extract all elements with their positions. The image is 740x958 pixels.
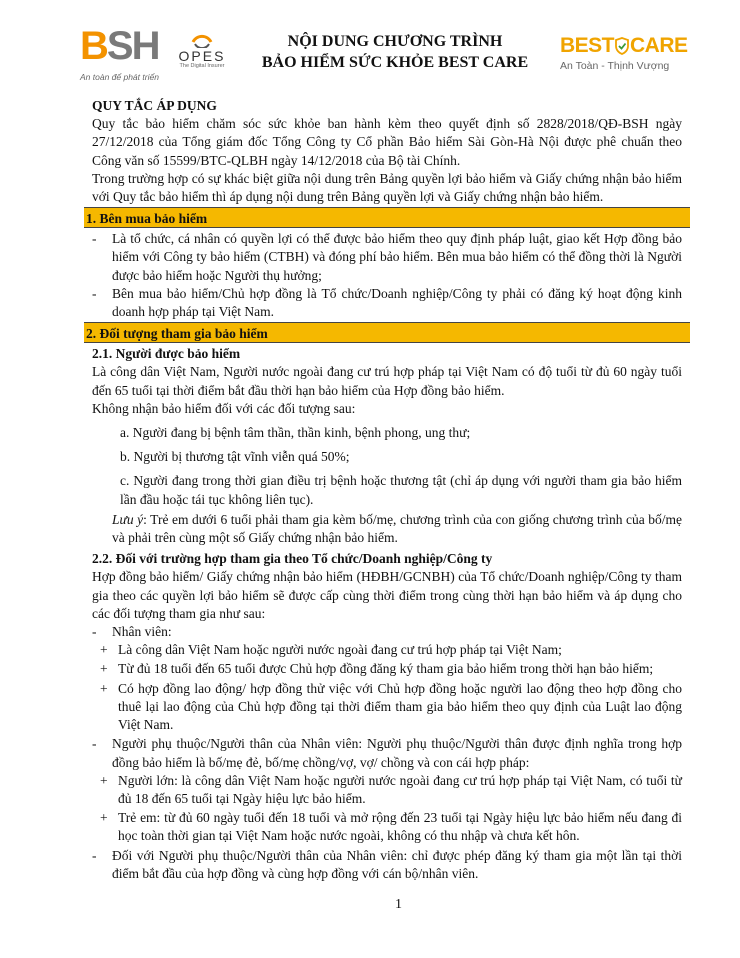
subsection-2-1-heading: 2.1. Người được bảo hiểm (92, 346, 241, 362)
bsh-tagline: An toàn để phát triển (80, 72, 159, 82)
exclusion-item: b. Người bị thương tật vĩnh viễn quá 50%; (120, 449, 350, 465)
page-number: 1 (395, 897, 402, 912)
list-item: - Bên mua bảo hiểm/Chủ hợp đồng là Tổ chức/Doanh nghiệp/Công ty phải có đăng ký hoạt động kinh doanh hợp pháp tại Việt Nam. (92, 285, 682, 320)
list-item: + Người lớn: là công dân Việt Nam hoặc người nước ngoài đang cư trú hợp pháp tại Việt Nam, có tuổi từ đủ 18 đến 65 tuổi tại Ngày hiệu lực bảo hiểm. (100, 772, 682, 806)
list-item: - Là tổ chức, cá nhân có quyền lợi có thể được bảo hiểm theo quy định pháp luật, giao kết Hợp đồng bảo hiểm với Công ty bảo hiểm (CTBH) và đóng phí bảo hiểm. Bên mua bảo hiểm có thể đồng thời là Người được bảo hiểm hoặc Người thụ hưởng; (92, 231, 682, 283)
exclusion-intro: Không nhận bảo hiểm đối với các đối tượng sau: (92, 400, 356, 416)
bsh-logo-sh: SH (106, 24, 159, 68)
section-1-heading: 1. Bên mua bảo hiểm (84, 207, 690, 228)
document-title (250, 31, 540, 73)
list-item: + Là công dân Việt Nam hoặc người nước ngoài đang cư trú hợp pháp tại Việt Nam; (100, 642, 562, 658)
exclusion-item: a. Người đang bị bệnh tâm thần, thần kinh, bệnh phong, ung thư; (120, 425, 471, 441)
section-2-heading: 2. Đối tượng tham gia bảo hiểm (84, 322, 690, 343)
dependent-registration-rule: - Đối với Người phụ thuộc/Người thân của Nhân viên: chỉ được phép đăng ký tham gia một lần tại thời điểm bắt đầu của hợp đồng và cùng hợp đồng với cán bộ/nhân viên. (92, 847, 682, 881)
subsection-2-2-heading: 2.2. Đối với trường hợp tham gia theo Tổ chức/Doanh nghiệp/Công ty (92, 551, 493, 567)
employee-heading: - Nhân viên: (92, 624, 172, 640)
bestcare-best: BEST (560, 34, 615, 57)
note-label: Lưu ý (112, 511, 144, 527)
bestcare-slogan: An Toàn - Thịnh Vượng (560, 60, 670, 72)
note (92, 511, 682, 547)
list-item: + Trẻ em: từ đủ 60 ngày tuổi đến 18 tuổi và mở rộng đến 23 tuổi tại Ngày hiệu lực bảo hiểm nếu đang đi học toàn thời gian tại Việt Nam hoặc nước ngoài, không có thu nhập và chưa kết hôn. (100, 810, 682, 844)
dependent-heading: - Người phụ thuộc/Người thân của Nhân viên: Người phụ thuộc/Người thân được định nghĩa trong hợp đồng bảo hiểm là bố/mẹ đẻ, bố/mẹ chồng/vợ, vợ/ chồng và con cái hợp pháp: (92, 736, 682, 770)
opes-sub: The Digital Insurer (179, 63, 225, 69)
bsh-logo-b: B (80, 24, 107, 68)
note-text: : Trẻ em dưới 6 tuổi phải tham gia kèm bố/mẹ, chương trình của con giống chương trình của bố/mẹ và phải trên cùng một số Giấy chứng nhận bảo hiểm. (112, 511, 682, 546)
opes-logo (173, 26, 231, 84)
insured-paragraph: Là công dân Việt Nam, Người nước ngoài đang cư trú hợp pháp tại Việt Nam có độ tuổi từ đủ 60 ngày tuổi đến 65 tuổi tại thời điểm bắt đầu thời hạn bảo hiểm của Hợp đồng bảo hiểm. (92, 364, 682, 398)
title-line-1: NỘI DUNG CHƯƠNG TRÌNH (287, 33, 503, 50)
opes-name: OPES (178, 48, 226, 64)
rules-paragraph-1: Quy tắc bảo hiểm chăm sóc sức khỏe ban hành kèm theo quyết định số 2828/2018/QĐ-BSH ngày 27/12/2018 của Tổng giám đốc Tổng Công ty Cổ phần Bảo hiểm Sài Gòn-Hà Nội được phê chuẩn theo Công văn số 15599/BTC-QLBH ngày 14/12/2018 của Bộ tài Chính. (92, 116, 682, 168)
rules-paragraph-2: Trong trường hợp có sự khác biệt giữa nội dung trên Bảng quyền lợi bảo hiểm và Giấy chứng nhận bảo hiểm với Quy tắc bảo hiểm thì áp dụng nội dung trên Bảng quyền lợi và Giấy chứng nhận bảo hiểm. (92, 170, 682, 205)
shield-check-icon (615, 37, 629, 55)
list-item: + Từ đủ 18 tuổi đến 65 tuổi được Chủ hợp đồng đăng ký tham gia bảo hiểm trong thời hạn bảo hiểm; (100, 661, 654, 677)
title-line-2: BẢO HIỂM SỨC KHỎE BEST CARE (261, 54, 529, 71)
employee-list (92, 641, 682, 734)
bestcare-care: CARE (630, 34, 688, 57)
exclusion-item: c. Người đang trong thời gian điều trị bệnh hoặc thương tật (chỉ áp dụng với người tham gia bảo hiểm lần đầu hoặc tái tục không liên tục). (120, 473, 682, 507)
list-item: + Có hợp đồng lao động/ hợp đồng thử việc với Chủ hợp đồng hoặc người lao động theo hợp đồng cho thuê lại lao động của Chủ hợp đồng tại thời điểm tham gia bảo hiểm theo quy định của Luật lao động Việt Nam. (100, 680, 682, 733)
dependent-list (92, 772, 682, 846)
rules-title: QUY TẮC ÁP DỤNG (92, 98, 217, 113)
bestcare-logo (560, 34, 688, 84)
bsh-logo (80, 26, 168, 84)
organization-paragraph: Hợp đồng bảo hiểm/ Giấy chứng nhận bảo hiểm (HĐBH/GCNBH) của Tổ chức/Doanh nghiệp/Công ty tham gia theo các quyền lợi bảo hiểm sẽ được cấp cùng thời điểm trong cùng thời hạn bảo hiểm và áp dụng cho các đối tượng tham gia như sau: (92, 569, 682, 621)
opes-ring-icon (187, 26, 217, 48)
document-body (86, 97, 682, 883)
